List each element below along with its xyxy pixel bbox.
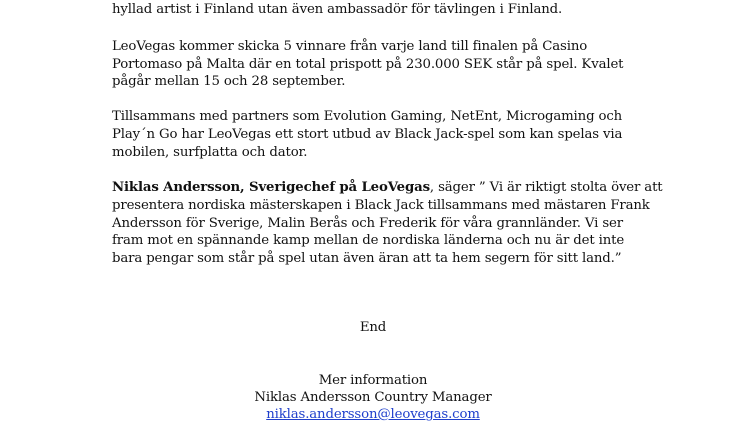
paragraph-line: bara pengar som står på spel utan även äran att ta hem segern för sitt land.”	[112, 251, 622, 266]
paragraph-line: fram mot en spännande kamp mellan de nordiska länderna och nu är det inte	[112, 233, 625, 248]
paragraph-line: Portomaso på Malta där en total prispott på 230.000 SEK står på spel. Kvalet	[112, 57, 624, 72]
end-marker: End	[359, 320, 387, 335]
paragraph-line: Andersson för Sverige, Malin Berås och Frederik för våra grannländer. Vi ser	[112, 216, 623, 231]
contact-heading: Mer information	[318, 373, 428, 388]
contact-name-title: Niklas Andersson Country Manager	[254, 390, 492, 405]
quote-text: , säger ” Vi är riktigt stolta över att	[429, 180, 663, 195]
paragraph-line: Tillsammans med partners som Evolution Gaming, NetEnt, Microgaming och	[112, 109, 623, 124]
contact-email-link[interactable]: niklas.andersson@leovegas.com	[266, 407, 480, 422]
paragraph-line: presentera nordiska mästerskapen i Black Jack tillsammans med mästaren Frank	[112, 198, 650, 213]
quote-first-line	[112, 179, 662, 197]
paragraph-line: mobilen, surfplatta och dator.	[112, 145, 308, 160]
contact-email-line	[112, 406, 634, 424]
paragraph-line: pågår mellan 15 och 28 september.	[112, 74, 346, 89]
paragraph-line: LeoVegas kommer skicka 5 vinnare från varje land till finalen på Casino	[112, 39, 588, 54]
paragraph-line: hyllad artist i Finland utan även ambassadör för tävlingen i Finland.	[112, 2, 563, 17]
speaker-name: Niklas Andersson, Sverigechef på LeoVegas	[112, 180, 430, 195]
paragraph-line: Play´n Go har LeoVegas ett stort utbud av Black Jack-spel som kan spelas via	[112, 127, 623, 142]
